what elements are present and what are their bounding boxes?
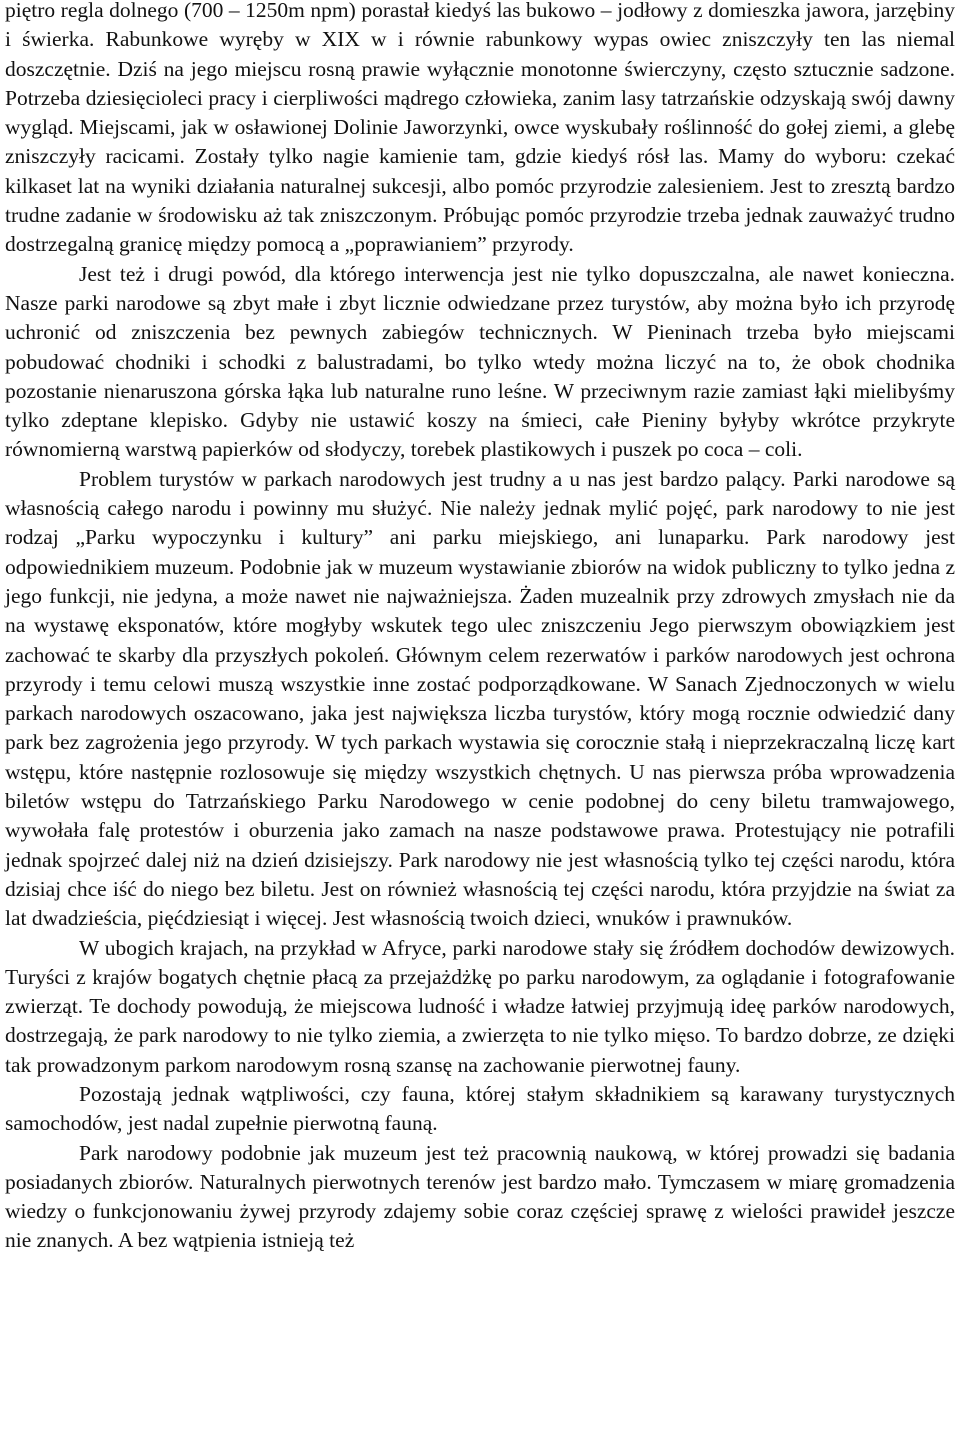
document-page <box>5 0 955 1256</box>
paragraph-5: Pozostają jednak wątpliwości, czy fauna, której stałym składnikiem są karawany turystycznych samochodów, jest nadal zupełnie pierwotną fauną. <box>5 1081 955 1136</box>
paragraph-2: Jest też i drugi powód, dla którego interwencja jest nie tylko dopuszczalna, ale nawet konieczna. Nasze parki narodowe są zbyt małe i zbyt licznie odwiedzane przez turystów, aby można było ich przyrodę uchronić od zniszczenia bez pewnych zabiegów technicznych. W Pieninach trzeba było miejscami pobudować chodniki i schodki z balustradami, bo tylko wtedy można liczyć na to, że obok chodnika pozostanie nienaruszona górska łąka lub naturalne runo leśne. W przeciwnym razie zamiast łąki mielibyśmy tylko zdeptane klepisko. Gdyby nie ustawić koszy na śmieci, całe Pieniny byłyby wkrótce przykryte równomierną warstwą papierków od słodyczy, torebek plastikowych i puszek po coca – coli. <box>5 261 955 462</box>
paragraph-4: W ubogich krajach, na przykład w Afryce, parki narodowe stały się źródłem dochodów dewizowych. Turyści z krajów bogatych chętnie płacą za przejażdżkę po parku narodowym, za oglądanie i fotografowanie zwierząt. Te dochody powodują, że miejscowa ludność i władze łatwiej przyjmują ideę parków narodowych, dostrzegają, że park narodowy to nie tylko ziemia, a zwierzęta to nie tylko mięso. To bardzo dobrze, ze dzięki tak prowadzonym parkom narodowym rosną szansę na zachowanie pierwotnej fauny. <box>5 935 955 1077</box>
paragraph-1: piętro regla dolnego (700 – 1250m npm) porastał kiedyś las bukowo – jodłowy z domieszka jawora, jarzębiny i świerka. Rabunkowe wyręby w XIX w i równie rabunkowy wypas owiec zniszczyły ten las niemal doszczętnie. Dziś na jego miejscu rosną prawie wyłącznie monotonne świerczyny, często sztucznie sadzone. Potrzeba dziesięcioleci pracy i cierpliwości mądrego człowieka, zanim lasy tatrzańskie odzyskają swój dawny wygląd. Miejscami, jak w osławionej Dolinie Jaworzynki, owce wyskubały roślinność do gołej ziemi, a glebę zniszczyły racicami. Zostały tylko nagie kamienie tam, gdzie kiedyś rósł las. Mamy do wyboru: czekać kilkaset lat na wyniki działania naturalnej sukcesji, albo pomóc przyrodzie zalesieniem. Jest to zresztą bardzo trudne zadanie w środowisku aż tak zniszczonym. Próbując pomóc przyrodzie trzeba jednak zauważyć trudno dostrzegalną granicę między pomocą a „poprawianiem” przyrody. <box>5 0 955 257</box>
paragraph-6: Park narodowy podobnie jak muzeum jest też pracownią naukową, w której prowadzi się badania posiadanych zbiorów. Naturalnych pierwotnych terenów jest bardzo mało. Tymczasem w miarę gromadzenia wiedzy o funkcjonowaniu żywej przyrody zdajemy sobie coraz częściej sprawę z wielości prawideł jeszcze nie znanych. A bez wątpienia istnieją też <box>5 1140 955 1253</box>
paragraph-3: Problem turystów w parkach narodowych jest trudny a u nas jest bardzo palący. Parki narodowe są własnością całego narodu i powinny mu służyć. Nie należy jednak mylić pojęć, park narodowy to nie jest rodzaj „Parku wypoczynku i kultury” ani parku miejskiego, ani lunaparku. Park narodowy jest odpowiednikiem muzeum. Podobnie jak w muzeum wystawianie zbiorów na widok publiczny to tylko jedna z jego funkcji, nie jedyna, a może nawet nie najważniejsza. Żaden muzealnik przy zdrowych zmysłach nie da na wystawę eksponatów, które mogłyby wskutek tego ulec zniszczeniu Jego pierwszym obowiązkiem jest zachować te skarby dla przyszłych pokoleń. Głównym celem rezerwatów i parków narodowych jest ochrona przyrody i temu celowi muszą wszystkie inne zostać podporządkowane. W Sanach Zjednoczonych w wielu parkach narodowych oszacowano, jaka jest największa liczba turystów, który mogą rocznie odwiedzić dany park bez zagrożenia jego przyrody. W tych parkach wystawia się corocznie stałą i nieprzekraczalną liczę kart wstępu, które następnie rozlosowuje się między wszystkich chętnych. U nas pierwsza próba wprowadzenia biletów wstępu do Tatrzańskiego Parku Narodowego w cenie podobnej do ceny biletu tramwajowego, wywołała falę protestów i oburzenia jako zamach na nasze podstawowe prawa. Protestujący nie potrafili jednak spojrzeć dalej niż na dzień dzisiejszy. Park narodowy nie jest własnością tylko tej części narodu, która dzisiaj chce iść do niego bez biletu. Jest on również własnością tej części narodu, która przyjdzie na świat za lat dwadzieścia, pięćdziesiąt i więcej. Jest własnością twoich dzieci, wnuków i prawnuków. <box>5 466 955 931</box>
